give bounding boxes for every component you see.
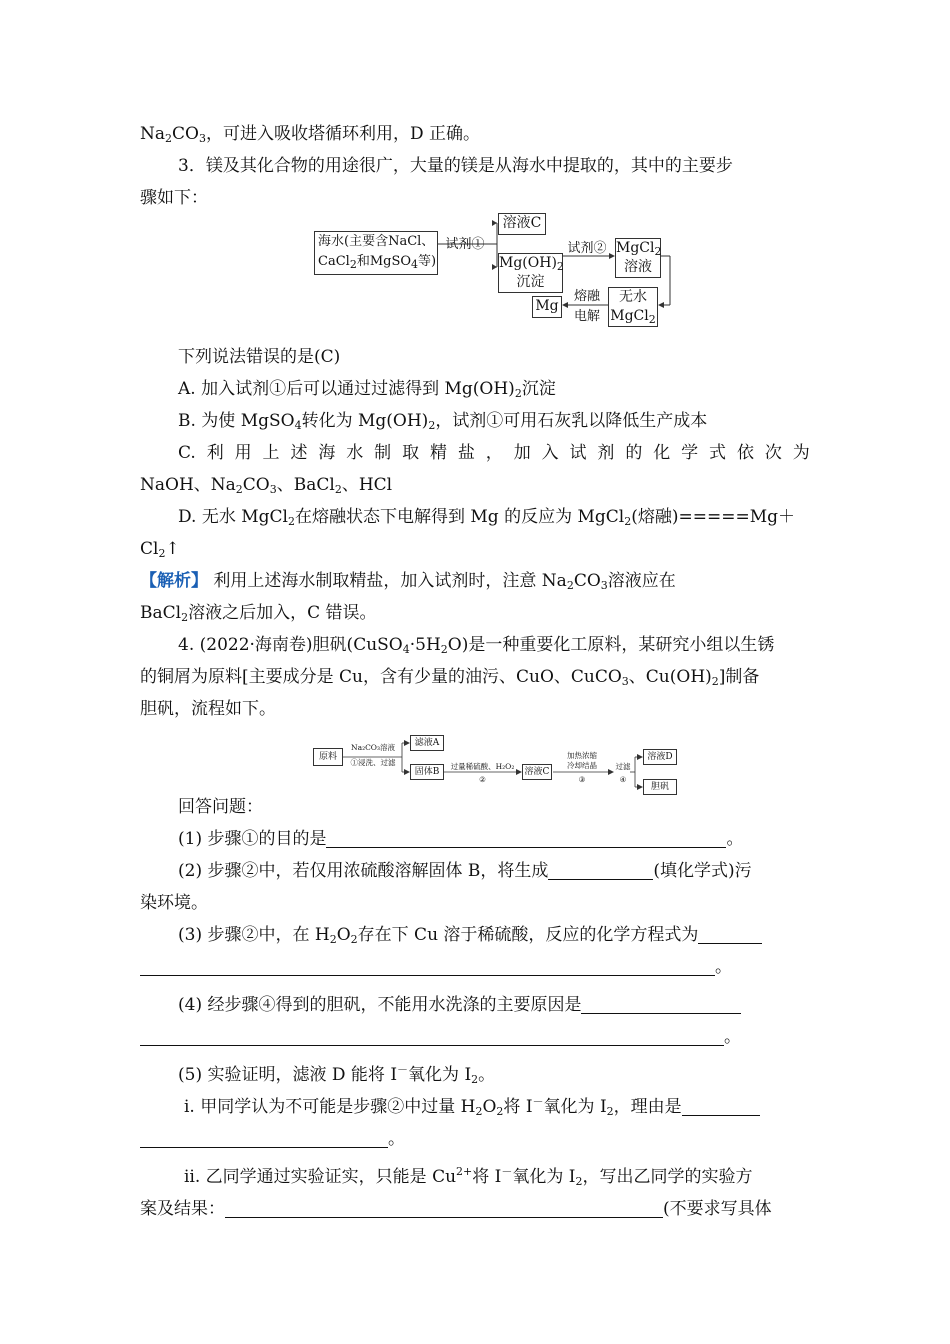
acid-label: 过量稀硫酸、H₂O₂ — [450, 762, 515, 771]
question-4-stem-3: 胆矾，流程如下。 — [140, 699, 276, 719]
option-d-cont: $Cl_2↑$ — [140, 539, 180, 560]
solid-b-box: 固体B — [410, 764, 444, 780]
sub-question-5-ii-cont: 案及结果： (不要求写具体 — [140, 1193, 810, 1225]
sub-question-3: (3) 步骤②中，在 $H_2O_2$存在下 Cu 溶于稀硫酸，反应的化学方程式为 — [140, 919, 810, 951]
answer-blank-5ib[interactable] — [140, 1125, 388, 1148]
copper-sulfate-flow-diagram — [140, 729, 810, 792]
mg-box: Mg — [532, 296, 562, 318]
solution-c-box-2: 溶液C — [522, 764, 552, 780]
option-c: C. 利 用 上 述 海 水 制 取 精 盐 ， 加 入 试 剂 的 化 学 式 依 次 为 — [178, 443, 810, 463]
sub-question-2-cont: 染环境。 — [140, 893, 208, 913]
document-page — [140, 118, 810, 1225]
answer-blank-1[interactable] — [326, 825, 726, 848]
sub-question-1: (1) 步骤①的目的是 。 — [140, 823, 810, 855]
heat-concentrate-label: 加热浓缩 — [567, 751, 597, 760]
step4-circle: ④ — [619, 775, 627, 784]
sub-question-4-cont: 。 — [140, 1021, 810, 1053]
question-3-prompt: 下列说法错误的是(C) — [178, 347, 341, 367]
answer-blank-4b[interactable] — [140, 1023, 724, 1046]
flow-arrows — [140, 217, 810, 337]
step2-circle: ② — [479, 775, 486, 784]
sub-question-4: (4) 经步骤④得到的胆矾，不能用水洗涤的主要原因是 — [140, 989, 810, 1021]
prev-answer-line: $Na_2CO_3$，可进入吸收塔循环利用，D 正确。 — [140, 124, 481, 145]
cool-crystallize-label: 冷却结晶 — [567, 761, 597, 770]
seawater-line2: CaCl$_2$和MgSO$_4$等) — [318, 254, 437, 271]
blue-vitriol-box: 胆矾 — [643, 779, 677, 795]
sub-question-5: (5) 实验证明，滤液 D 能将 I－氧化为 $I_2$。 — [178, 1063, 496, 1086]
mg-hydroxide-precipitate: 沉淀 — [516, 274, 545, 290]
question-3-stem: 3．镁及其化合物的用途很广，大量的镁是从海水中提取的，其中的主要步 — [178, 156, 733, 176]
mg-hydroxide-box — [498, 253, 563, 293]
answer-blank-5ia[interactable] — [682, 1093, 760, 1116]
filtrate-a-box: 滤液A — [410, 735, 444, 751]
option-a: A. 加入试剂①后可以通过过滤得到 $Mg(OH)_2$沉淀 — [178, 379, 556, 400]
option-d: D. 无水 MgCl$_2$在熔融状态下电解得到 Mg 的反应为 MgCl$_2$(熔融)=====Mg＋ — [178, 507, 795, 528]
na2co3-label: Na₂CO₃溶液 — [351, 743, 395, 752]
raw-material-box: 原料 — [313, 748, 343, 766]
analysis: 【解析】 利用上述海水制取精盐，加入试剂时，注意 $Na_2CO_3$溶液应在 — [140, 571, 676, 592]
melt-label: 熔融 — [573, 289, 600, 304]
answer-prompt: 回答问题： — [178, 797, 263, 817]
answer-blank-3a[interactable] — [698, 921, 762, 944]
solution-d-box: 溶液D — [643, 749, 677, 765]
option-c-cont: NaOH、$Na_2CO_3$、BaCl$_2$、HCl — [140, 475, 393, 496]
mg-hydroxide-formula: $Mg(OH)_2$ — [499, 255, 564, 273]
analysis-cont: BaCl$_2$溶液之后加入，C 错误。 — [140, 603, 377, 624]
question-4-stem: 4. (2022·海南卷)胆矾$(CuSO_4\cdot 5H_2O)$是一种重要化工原料，某研究小组以生锈 — [178, 635, 775, 656]
answer-blank-2[interactable] — [548, 857, 653, 880]
magnesium-flow-diagram — [140, 217, 810, 337]
mg-chloride-solution-label: 溶液 — [624, 259, 652, 275]
sub-question-5-i-cont: 。 — [140, 1123, 810, 1155]
answer-blank-5ii[interactable] — [225, 1195, 663, 1218]
step1-label: ①浸洗、过滤 — [350, 758, 396, 767]
option-b: B. 为使 MgSO$_4$转化为 $Mg(OH)_2$，试剂①可用石灰乳以降低生产成本 — [178, 411, 708, 432]
question-3-stem-cont: 骤如下： — [140, 188, 208, 208]
seawater-line1: 海水(主要含NaCl、 — [318, 234, 435, 249]
sub-question-5-i: ⅰ. 甲同学认为不可能是步骤②中过量 $H_2O_2$将 I－氧化为 $I_2$，理由是 — [140, 1091, 810, 1123]
solution-c-box: 溶液C — [498, 213, 546, 235]
analysis-tag: 【解析】 — [140, 571, 208, 591]
anhydrous-label: 无水 — [619, 289, 647, 305]
mg-chloride-formula: MgCl$_2$ — [616, 240, 662, 258]
answer-blank-3b[interactable] — [140, 953, 715, 976]
anhydrous-formula: MgCl$_2$ — [610, 308, 656, 326]
sub-question-5-ii: ⅱ. 乙同学通过实验证实，只能是 $Cu^{2+}$将 I－氧化为 $I_2$，写出乙同学的实验方 — [184, 1165, 753, 1188]
filter-label: 过滤 — [615, 762, 631, 771]
seawater-box — [314, 231, 438, 275]
reagent-1-label: 试剂① — [445, 237, 485, 252]
mg-chloride-solution-box — [615, 238, 661, 278]
reagent-2-label: 试剂② — [567, 241, 607, 256]
electrolysis-label: 电解 — [573, 309, 600, 324]
answer-blank-4a[interactable] — [581, 991, 741, 1014]
step3-circle: ③ — [578, 775, 586, 784]
sub-question-2: (2) 步骤②中，若仅用浓硫酸溶解固体 B，将生成 (填化学式)污 — [140, 855, 810, 887]
anhydrous-mgcl2-box — [608, 287, 658, 327]
sub-question-3-cont: 。 — [140, 951, 810, 983]
question-4-stem-2: 的铜屑为原料[主要成分是 Cu，含有少量的油污、CuO、CuCO$_3$、$Cu(OH)_2$]制备 — [140, 667, 760, 688]
